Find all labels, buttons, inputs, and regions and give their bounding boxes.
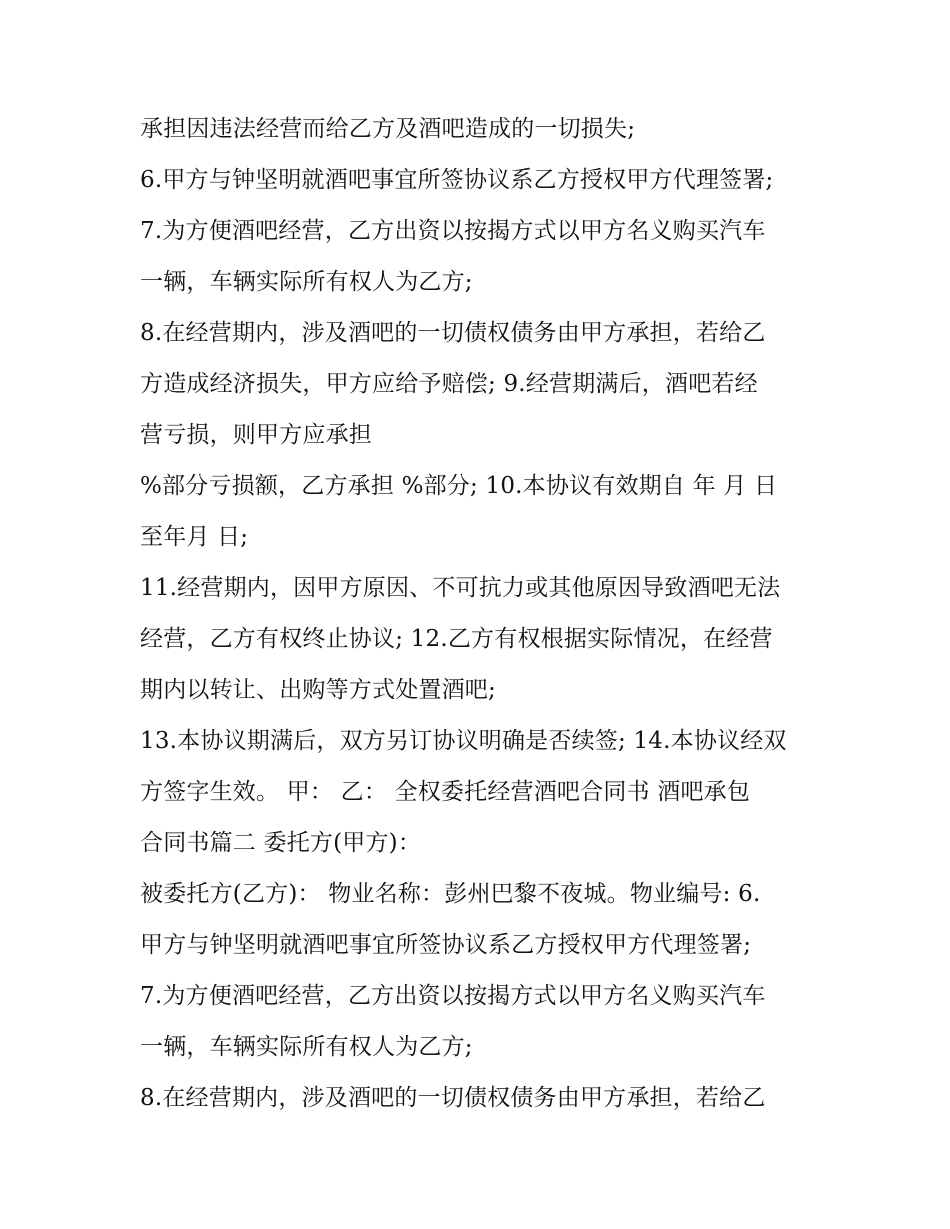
document-body — [140, 104, 840, 1124]
text-line: 方造成经济损失，甲方应给予赔偿; 9.经营期满后，酒吧若经 — [140, 371, 758, 397]
text-line: 11.经营期内，因甲方原因、不可抗力或其他原因导致酒吧无法 — [140, 575, 781, 601]
text-line: 被委托方(乙方)： 物业名称：彭州巴黎不夜城。物业编号: 6. — [140, 881, 761, 907]
text-line: 合同书篇二 委托方(甲方)： — [140, 830, 422, 856]
text-line: 13.本协议期满后，双方另订协议明确是否续签; 14.本协议经双 — [140, 728, 787, 754]
text-line: 经营，乙方有权终止协议; 12.乙方有权根据实际情况，在经营 — [140, 626, 773, 652]
text-line: %部分亏损额，乙方承担 %部分; 10.本协议有效期自 年 月 日 — [140, 473, 778, 499]
text-line: 甲方与钟坚明就酒吧事宜所签协议系乙方授权甲方代理签署; — [140, 932, 752, 958]
text-line: 7.为方便酒吧经营，乙方出资以按揭方式以甲方名义购买汽车 — [140, 218, 766, 244]
text-line: 承担因违法经营而给乙方及酒吧造成的一切损失; — [140, 116, 636, 142]
text-line: 8.在经营期内，涉及酒吧的一切债权债务由甲方承担，若给乙 — [140, 320, 766, 346]
text-line: 一辆，车辆实际所有权人为乙方; — [140, 269, 473, 295]
text-line: 7.为方便酒吧经营，乙方出资以按揭方式以甲方名义购买汽车 — [140, 983, 766, 1009]
text-line: 6.甲方与钟坚明就酒吧事宜所签协议系乙方授权甲方代理签署; — [140, 167, 774, 193]
text-line: 至年月 日; — [140, 524, 249, 550]
text-line: 营亏损，则甲方应承担 — [140, 422, 372, 448]
text-line: 一辆，车辆实际所有权人为乙方; — [140, 1034, 473, 1060]
text-line: 期内以转让、出购等方式处置酒吧; — [140, 677, 496, 703]
text-line: 方签字生效。 甲： 乙： 全权委托经营酒吧合同书 酒吧承包 — [140, 779, 751, 805]
text-line: 8.在经营期内，涉及酒吧的一切债权债务由甲方承担，若给乙 — [140, 1085, 766, 1111]
